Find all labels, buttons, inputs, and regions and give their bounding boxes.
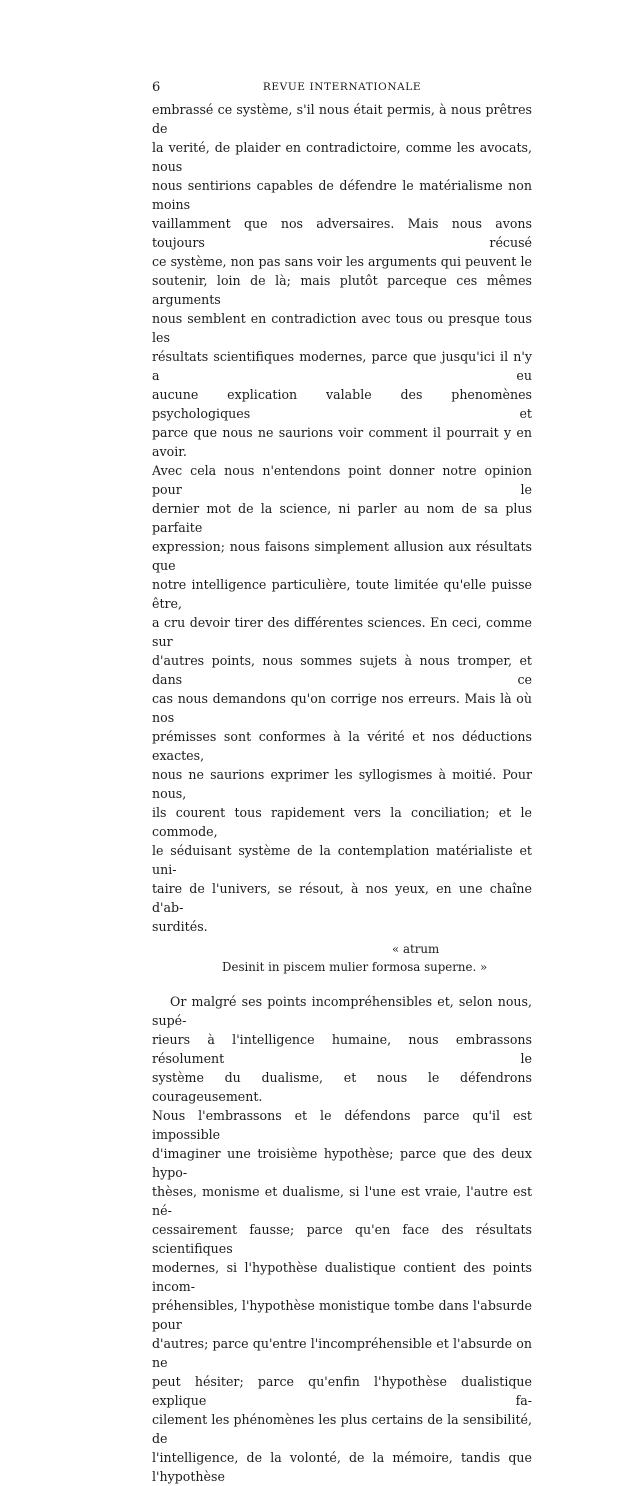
text-line: Nous l'embrassons et le défendons parce qu'il est impossible (152, 1108, 532, 1142)
text-line: modernes, si l'hypothèse dualistique contient des points incom- (152, 1260, 532, 1294)
quote-line: « atrum (392, 942, 440, 956)
text-line: a cru devoir tirer des différentes sciences. En ceci, comme sur (152, 615, 532, 649)
text-line: Avec cela nous n'entendons point donner notre opinion pour le (152, 463, 532, 497)
text-line: cilement les phénomènes les plus certains de la sensibilité, de (152, 1412, 532, 1446)
text-line: prémisses sont conformes à la vérité et nos déductions exactes, (152, 729, 532, 763)
text-line: ils courent tous rapidement vers la conciliation; et le commode, (152, 805, 532, 839)
latin-quotation (152, 940, 532, 976)
text-line: aucune explication valable des phenomènes psychologiques et (152, 387, 532, 421)
text-line: d'imaginer une troisième hypothèse; parce que des deux hypo- (152, 1146, 532, 1180)
journal-title: REVUE INTERNATIONALE (262, 81, 422, 93)
text-line: notre intelligence particulière, toute limitée qu'elle puisse être, (152, 577, 532, 611)
text-line: la verité, de plaider en contradictoire, comme les avocats, nous (152, 140, 532, 174)
text-line: expression; nous faisons simplement allusion aux résultats que (152, 539, 532, 573)
text-line: embrassé ce système, s'il nous était permis, à nous prêtres de (152, 102, 532, 136)
page-number: 6 (152, 80, 161, 95)
text-line: thèses, monisme et dualisme, si l'une est vraie, l'autre est né- (152, 1184, 532, 1218)
text-line: taire de l'univers, se résout, à nos yeux, en une chaîne d'ab- (152, 881, 532, 915)
text-line: cessairement fausse; parce qu'en face des résultats scientifiques (152, 1222, 532, 1256)
text-line: nous sentirions capables de défendre le matérialisme non moins (152, 178, 532, 212)
text-line: d'autres points, nous sommes sujets à nous tromper, et dans ce (152, 653, 532, 687)
text-line: surdités. (152, 919, 208, 934)
text-line: le séduisant système de la contemplation matérialiste et uni- (152, 843, 532, 877)
text-line: parce que nous ne saurions voir comment il pourrait y en avoir. (152, 425, 532, 459)
text-line: soutenir, loin de là; mais plutôt parceque ces mêmes arguments (152, 273, 532, 307)
body-text (152, 100, 532, 1486)
text-line: d'autres; parce qu'entre l'incompréhensible et l'absurde on ne (152, 1336, 532, 1370)
running-head (152, 80, 532, 98)
text-line: préhensibles, l'hypothèse monistique tombe dans l'absurde pour (152, 1298, 532, 1332)
text-line: ce système, non pas sans voir les arguments qui peuvent le (152, 254, 532, 269)
text-line: peut hésiter; parce qu'enfin l'hypothèse dualistique explique fa- (152, 1374, 532, 1408)
text-line: système du dualisme, et nous le défendrons courageusement. (152, 1070, 532, 1104)
text-line: cas nous demandons qu'on corrige nos erreurs. Mais là où nos (152, 691, 532, 725)
text-line: l'intelligence, de la volonté, de la mémoire, tandis que l'hypothèse (152, 1450, 532, 1484)
paragraph-2 (152, 992, 532, 1486)
text-line: rieurs à l'intelligence humaine, nous embrassons résolument le (152, 1032, 532, 1066)
text-line: dernier mot de la science, ni parler au nom de sa plus parfaite (152, 501, 532, 535)
text-line: nous ne saurions exprimer les syllogismes à moitié. Pour nous, (152, 767, 532, 801)
paragraph-1 (152, 100, 532, 936)
text-line: résultats scientifiques modernes, parce que jusqu'ici il n'y a eu (152, 349, 532, 383)
text-line: Or malgré ses points incompréhensibles et, selon nous, supé- (152, 994, 532, 1028)
text-line: nous semblent en contradiction avec tous ou presque tous les (152, 311, 532, 345)
text-line: vaillamment que nos adversaires. Mais nous avons toujours récusé (152, 216, 532, 250)
quote-line: Desinit in piscem mulier formosa superne. » (222, 960, 488, 974)
